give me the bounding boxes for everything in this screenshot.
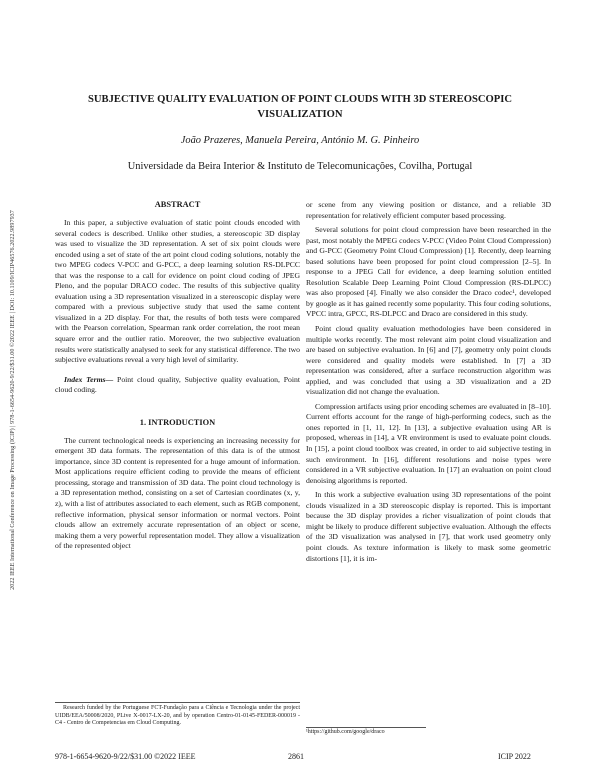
ieee-sidebar bbox=[6, 150, 20, 650]
index-terms-text: Point cloud quality, Subjective quality evaluation, Point cloud coding. bbox=[55, 374, 300, 395]
left-column bbox=[55, 200, 300, 552]
abstract-text: In this paper, a subjective evaluation of static point clouds encoded with several codecs is described. Unlike other studies, a stereoscopic 3D display was used to visualize the 3D representation. A set of six point clouds were encoded using a set of state of the art point cloud coding solutions, notably the two MPEG codecs V-PCC and G-PCC, a deep learning solution RS-DLPCC that was the response to a call for evidence on point cloud coding of JPEG Pleno, and the popular DRACO codec. The results of this subjective quality evaluation using a 3D representation visualized in a stereoscopic display were compared with a previous subjective study that used the same content visualized in a 2D display. For that, the results of both tests were compared with the Pearson correlation, Spearman rank order correlation, the root mean square error and the outlier ratio. Moreover, the two subjective evaluation results were statistically analysed to seek for any statistical difference. The two subjective evaluations reveal a very high level of similarity. bbox=[55, 218, 300, 365]
introduction-text: The current technological needs is experiencing an increasing necessity for emergent 3D data formats. The representation of this data is of the utmost importance, since 3D content is represented for a huge amount of information. Most applications require efficient coding to provide the means of efficient processing, storage and transmission of 3D data. The point cloud technology is a 3D representation method, consisting on a set of Cartesian coordinates (x, y, z), with a list of attributes associated to each element, such as RGB component, reflective information, physical sensor information or normal vectors. Point clouds allow an extremely accurate representation of an object or scene, making them a very powerful representation model. They allow a visualization of the represented object bbox=[55, 435, 300, 551]
footer-conference: ICIP 2022 bbox=[498, 752, 531, 761]
right-paragraph: or scene from any viewing position or distance, and a reliable 3D representation for relatively efficient computer based processing. bbox=[306, 200, 551, 220]
paper-title: SUBJECTIVE QUALITY EVALUATION OF POINT CLOUDS WITH 3D STEREOSCOPIC VISUALIZATION bbox=[87, 94, 513, 120]
right-paragraph: Several solutions for point cloud compression have been researched in the past, most notably the MPEG codecs V-PCC (Video Point Cloud Compression) and G-PCC (Geometry Point Cloud Compression) [1]. Recently, deep learning based solutions have been proposed for point cloud compression [2–5]. In response to a JPEG Call for evidence, a deep learning solution entitled Resolution Scalable Deep Learning Point Cloud Compression (RS-DLPCC) was also proposed [4]. Finally we also consider the Draco codec¹, developed by google as it has gained recently some popularity. This four coding solutions, VPCC intra, GPCC, RS-DLPCC and Draco are considered in this study. bbox=[306, 225, 551, 319]
sidebar-citation-text: 2022 IEEE International Conference on Image Processing (ICIP) | 978-1-6654-9620-9/22/$31.00 ©2022 IEEE | DOI: 10.1109/ICIP46576.2022.9897937 bbox=[10, 210, 16, 590]
footer-page-number: 2861 bbox=[288, 752, 304, 761]
right-paragraph: Point cloud quality evaluation methodologies have been considered in multiple works recently. The most relevant aim point cloud visualization and are based on subjective evaluation. In [6] and [7], geometry only point clouds were considered and quality models were established. In [7] a 3D representation was considered, after a surface reconstruction algorithm was applied, and was concluded that using a 3D visualization and a 2D visualization did not change the evaluation. bbox=[306, 324, 551, 397]
index-terms bbox=[55, 375, 300, 396]
funding-footnote bbox=[55, 702, 300, 728]
right-paragraph: Compression artifacts using prior encoding schemes are evaluated in [8–10]. Current efforts account for the range of high-performing codecs, such as the ones reported in [1, 11, 12]. In [13], a subjective evaluation using AR is proposed, whereas in [14], a VR environment is used to evaluate point clouds. In [15], a point cloud toolbox was created, in order to aid subjective testing in such environment. In [16], different resolutions and noise types were considered in a VR subjective evaluation. In [17] an evaluation on point cloud denoising algorithms is reported. bbox=[306, 401, 551, 485]
paper-authors: João Prazeres, Manuela Pereira, António M. G. Pinheiro bbox=[180, 135, 420, 146]
right-column bbox=[306, 200, 551, 564]
funding-footnote-text: Research funded by the Portuguese FCT-Fundação para a Ciência e Tecnologia under the project UIDB/EEA/50008/2020, PLive X-0017-LX-20, and by operation Centro-01-0145-FEDER-000019 - C4 - Centro de Competencias em Cloud Computing. bbox=[55, 705, 300, 727]
url-footnote: ¹https://github.com/google/draco bbox=[306, 727, 426, 737]
paper-affiliation: Universidade da Beira Interior & Instituto de Telecomunicações, Covilha, Portugal bbox=[127, 161, 473, 172]
right-paragraph: In this work a subjective evaluation using 3D representations of the point clouds visualized in a 3D stereoscopic display is reported. This is important because the 3D display provides a richer visualization of point clouds that might be likely to produce different subjective evaluation. Although the effects of the 3D visualization was analysed in [7], that work used geometry only point clouds. As texture information is likely to mask some geometric distortions [1], it is im- bbox=[306, 490, 551, 563]
introduction-heading: 1. INTRODUCTION bbox=[139, 417, 216, 427]
index-terms-label: Index Terms— bbox=[64, 374, 114, 384]
footer-isbn: 978-1-6654-9620-9/22/$31.00 ©2022 IEEE bbox=[55, 752, 196, 761]
abstract-heading: ABSTRACT bbox=[154, 200, 201, 209]
